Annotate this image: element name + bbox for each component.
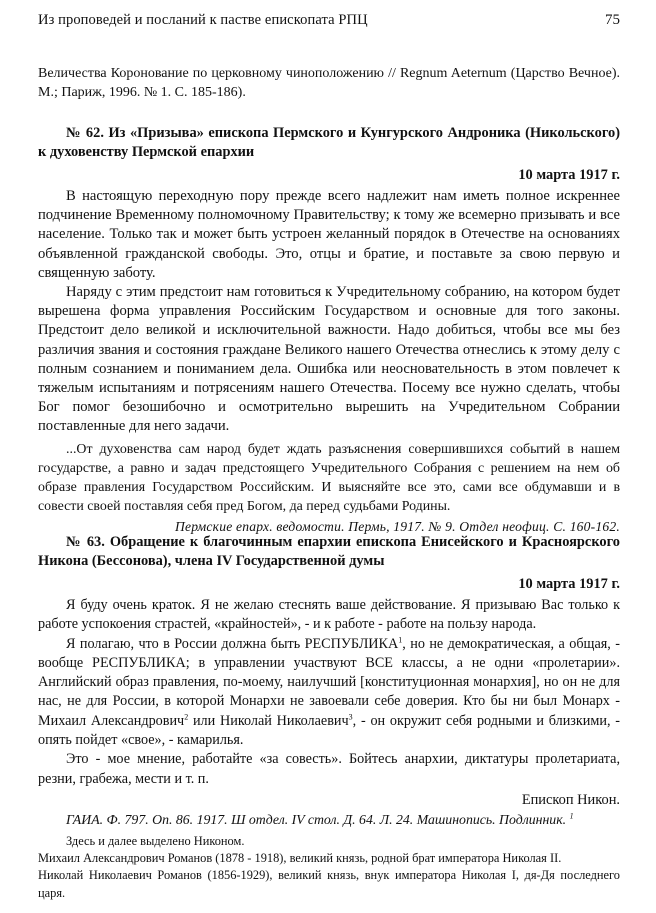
doc62-quote: ...От духовенства сам народ будет ждать разъяснения совершившихся событий в нашем государстве, а равно и задач предстоящего Учредительного Собрания с решением на нем об образе правления Государством Российским. И выясняйте все это, сами все обдумавши и в совести своей поставляя себя пред Богом, да перед судьбами Родины.	[38, 441, 620, 514]
doc63-paragraph-3: Это - мое мнение, работайте «за совесть». Бойтесь анархии, диктатуры пролетариата, резни, грабежа, мести и т. п.	[38, 751, 620, 787]
running-title: Из проповедей и посланий к пастве епископата РПЦ	[38, 12, 368, 28]
footnote-1: Здесь и далее выделено Никоном.	[66, 834, 245, 848]
document-62	[38, 124, 620, 536]
footnote-ref-1: 1	[398, 634, 403, 644]
doc63-heading: № 63. Обращение к благочинным епархии епископа Енисейского и Красноярского Никона (Бессонова), члена IV Государственной думы	[38, 534, 620, 569]
footnotes	[38, 833, 620, 902]
doc62-paragraph-2: Наряду с этим предстоит нам готовиться к Учредительному собранию, на котором будет вырешена форма управления Российским Государством и основные для того законы. Предстоит дело великой и исключительной важности. Надо добиться, чтобы все мы без различия звания и состояния граждане Великого нашего Отечества отнеслись к этому делу с полным сознанием и пониманием дела. Ошибка или неосновательность в этом повлечет к тяжелым испытаниям и потрясениям нашего Отечества. Посему все нужно сделать, чтобы Бог помог безошибочно и осмотрительно вырешить на Учредительном Собрании поставленные для него задачи.	[38, 284, 620, 435]
page-number: 75	[605, 12, 620, 28]
footnote-2: Михаил Александрович Романов (1878 - 1918), великий князь, родной брат императора Николая II.	[38, 851, 562, 866]
doc62-heading: № 62. Из «Призыва» епископа Пермского и Кунгурского Андроника (Никольского) к духовенству Пермской епархии	[38, 125, 620, 160]
footnote-ref-2: 2	[184, 712, 189, 722]
doc63-paragraph-1: Я буду очень краток. Я не желаю стеснять ваше действование. Я призываю Вас только к работе успокоения страстей, «крайностей», - и к работе - работе на пользу народа.	[38, 597, 620, 633]
doc62-paragraph-1: В настоящую переходную пору прежде всего надлежит нам иметь полное искреннее подчинение Временному полномочному Правительству; к тому же всемерно призывать и все население. Только так и может быть устроен желанный порядок в Отечестве на основаниях объявленной гражданской свободы. Это, отцы и братие, и поставьте за свою первую и священную заботу.	[38, 188, 620, 281]
archive-footnote-ref: 1	[569, 811, 574, 821]
document-63	[38, 533, 620, 829]
doc62-date: 10 марта 1917 г.	[518, 167, 620, 183]
footnote-ref-3: 3	[348, 712, 353, 722]
doc63-paragraph-2: Я полагаю, что в России должна быть РЕСПУБЛИКА$^1$, но не демократическая, а общая, - вообще РЕСПУБЛИКА; в управлении участвуют ВСЕ классы, а не одни «пролетарии». Английский образ правления, по-моему, наилучший [конституционная монархия], но он не для нас, не для России, в которой Монархи не завоевали себе доверия. Кто бы ни был Монарх - Михаил Александрович$^2$ или Николай Николаевич$^3$, - он окружит себя родными и близкими, - опять пойдет «свое», - камарилья.	[38, 634, 620, 749]
doc63-signature: Епископ Никон.	[521, 791, 620, 808]
running-header	[38, 12, 620, 38]
doc62-source: Пермские епарх. ведомости. Пермь, 1917. № 9. Отдел неофиц. С. 160-162.	[174, 518, 620, 534]
doc63-date: 10 марта 1917 г.	[518, 576, 620, 592]
intro-reference	[38, 64, 620, 102]
intro-reference-text: Величества Коронование по церковному чиноположению // Regnum Aeternum (Царство Вечное). М.; Париж, 1996. № 1. С. 185-186).	[38, 66, 620, 100]
doc63-archive-reference: ГАИА. Ф. 797. Оп. 86. 1917. Ш отдел. IV стол. Д. 64. Л. 24. Машинопись. Подлинник. $^1$	[66, 811, 574, 827]
footnote-3: Николай Николаевич Романов (1856-1929), великий князь, внук императора Николая I, дя-Дя последнего царя.	[38, 868, 620, 900]
